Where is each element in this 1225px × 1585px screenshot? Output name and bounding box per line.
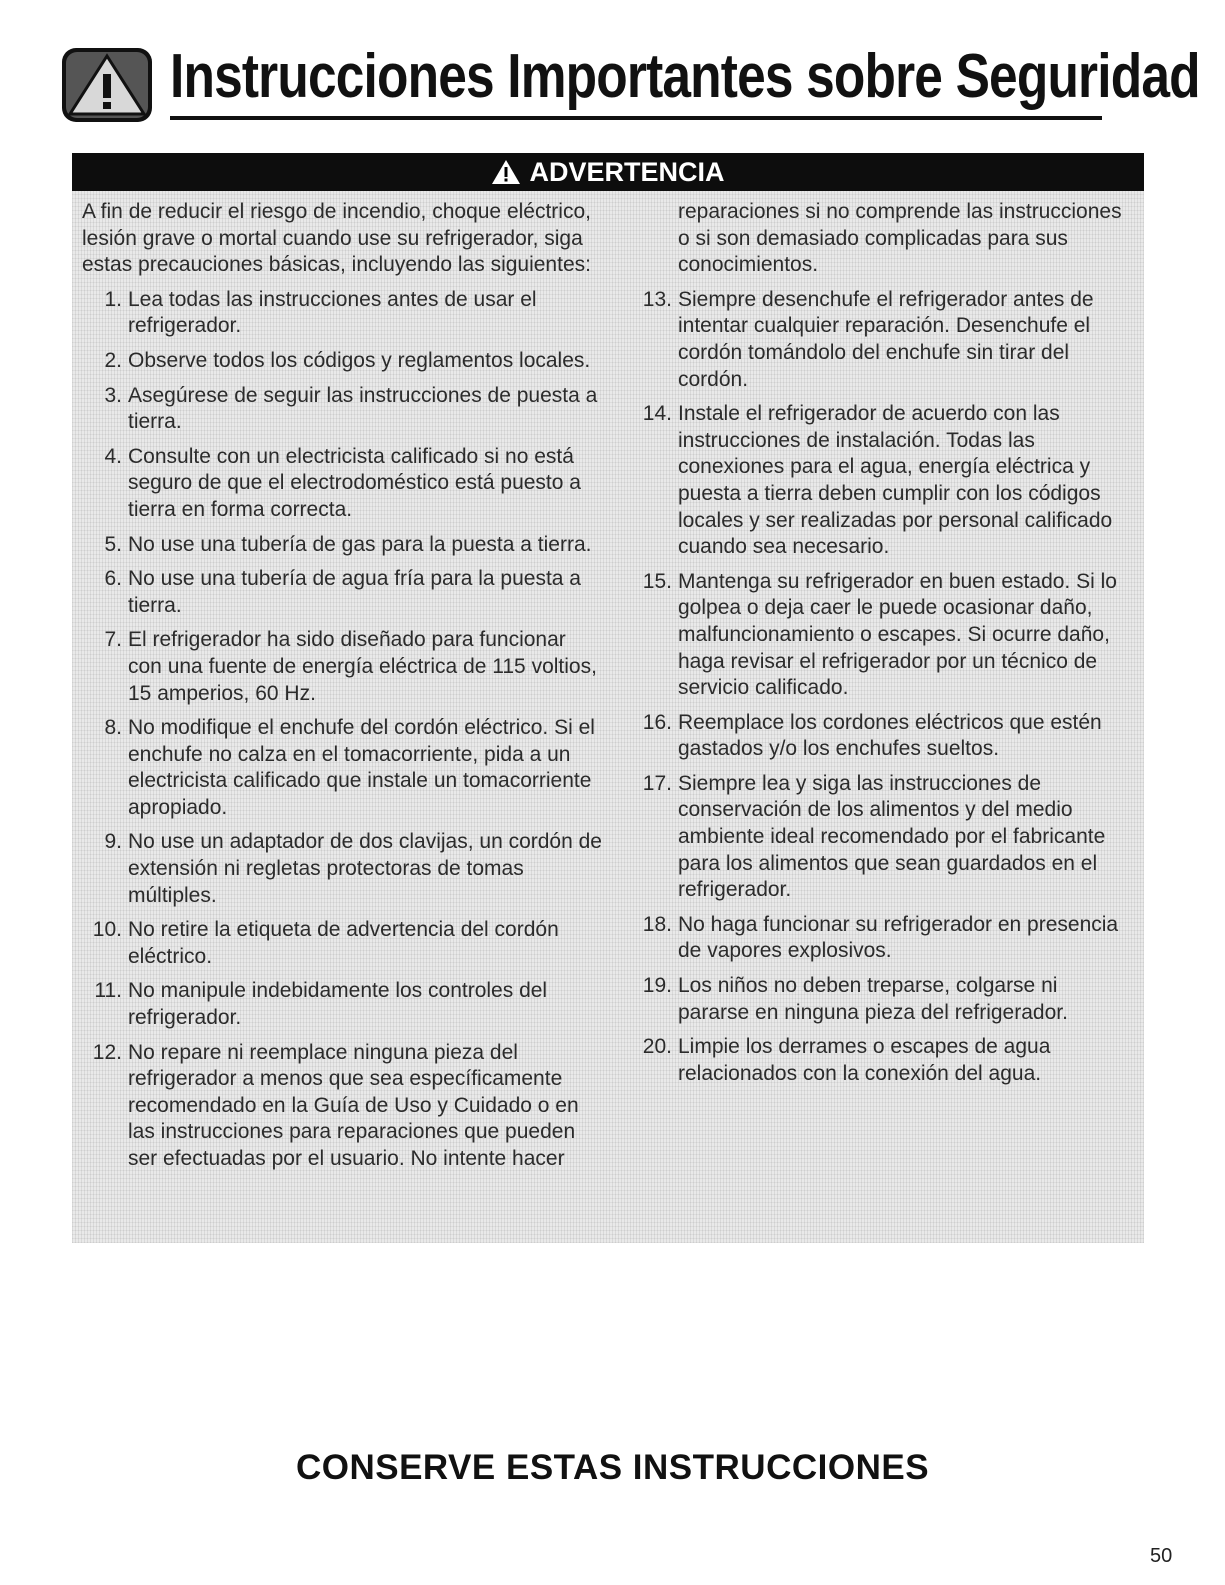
item-text: Lea todas las instrucciones antes de usar el refrigerador.: [128, 287, 537, 338]
list-item: [632, 1034, 1132, 1087]
item-number: 15.: [642, 569, 672, 593]
left-column: [82, 199, 602, 1181]
item-number: 5.: [104, 532, 122, 556]
item-number: 12.: [92, 1040, 122, 1064]
list-item: [82, 627, 602, 707]
list-item: [82, 829, 602, 909]
item-text: No retire la etiqueta de advertencia del cordón eléctrico.: [128, 918, 559, 968]
item-text: Mantenga su refrigerador en buen estado. Si lo golpea o deja caer le puede ocasionar daño, malfuncionamiento o escapes. Si ocurre daño, haga revisar el refrigerador por un técnico de servicio calificado.: [678, 569, 1117, 700]
page-title: Instrucciones Importantes sobre Seguridad: [170, 42, 1200, 111]
page-header: [62, 40, 1200, 130]
item-number: 3.: [104, 383, 122, 407]
item-text: No repare ni reemplace ninguna pieza del refrigerador a menos que sea específicamente recomendado en la Guía de Uso y Cuidado o en las instrucciones para reparaciones que pueden ser efectuadas por el usuario. No intente hacer: [128, 1040, 579, 1170]
footer-title: CONSERVE ESTAS INSTRUCCIONES: [295, 1448, 930, 1487]
item-number: 14.: [642, 402, 672, 426]
item-number: 17.: [642, 771, 672, 795]
item-number: 1.: [104, 287, 122, 311]
warning-body: [72, 191, 1144, 1243]
warning-banner: [72, 153, 1144, 191]
list-item: [82, 917, 602, 970]
item-number: 4.: [104, 444, 122, 468]
warning-triangle-icon: [491, 159, 521, 185]
item-text: Observe todos los códigos y reglamentos locales.: [128, 348, 591, 372]
item-text: No modifique el enchufe del cordón eléctrico. Si el enchufe no calza en el tomacorriente, pida a un electricista calificado que instale un tomacorriente apropiado.: [128, 716, 595, 819]
item-number: 19.: [642, 974, 672, 998]
list-item: [632, 973, 1132, 1026]
list-item: [82, 383, 602, 436]
right-column: [632, 199, 1132, 1095]
item-text: Los niños no deben treparse, colgarse ni pararse en ninguna pieza del refrigerador.: [678, 974, 1068, 1024]
item-text: No use una tubería de gas para la puesta a tierra.: [128, 532, 592, 556]
item-number: 13.: [642, 287, 672, 311]
list-item: [632, 771, 1132, 904]
list-item: [82, 287, 602, 340]
item-12-continuation: reparaciones si no comprende las instrucciones o si son demasiado complicadas para sus conocimientos.: [678, 200, 1122, 277]
item-text: Siempre lea y siga las instrucciones de conservación de los alimentos y del medio ambiente ideal recomendado por el fabricante para los alimentos que sean guardados en el refrigerador.: [678, 771, 1106, 902]
item-text: No use un adaptador de dos clavijas, un cordón de extensión ni regletas protectoras de tomas múltiples.: [128, 830, 602, 907]
warning-panel: [72, 153, 1144, 1243]
item-number: 20.: [642, 1035, 672, 1059]
list-item: [82, 978, 602, 1031]
list-item: [632, 710, 1132, 763]
item-number: 9.: [104, 830, 122, 854]
item-number: 2.: [104, 348, 122, 372]
list-item: [82, 532, 602, 559]
item-number: 11.: [94, 979, 122, 1003]
title-underline: [170, 116, 1102, 120]
list-item: [82, 444, 602, 524]
item-number: 10.: [92, 918, 122, 942]
list-item: [82, 348, 602, 375]
item-text: El refrigerador ha sido diseñado para funcionar con una fuente de energía eléctrica de 115 voltios, 15 amperios, 60 Hz.: [128, 628, 597, 705]
item-text: No haga funcionar su refrigerador en presencia de vapores explosivos.: [678, 912, 1119, 963]
list-item: [632, 569, 1132, 702]
item-text: No manipule indebidamente los controles del refrigerador.: [128, 979, 548, 1030]
item-number: 8.: [104, 716, 122, 740]
list-item: [632, 287, 1132, 393]
item-number: 16.: [642, 710, 672, 734]
item-text: Reemplace los cordones eléctricos que estén gastados y/o los enchufes sueltos.: [678, 710, 1102, 761]
list-item: [632, 401, 1132, 561]
list-item: [82, 566, 602, 619]
item-text: No use una tubería de agua fría para la puesta a tierra.: [128, 567, 581, 617]
item-number: 18.: [642, 912, 672, 936]
item-text: Asegúrese de seguir las instrucciones de puesta a tierra.: [128, 383, 598, 434]
item-text: Limpie los derrames o escapes de agua relacionados con la conexión del agua.: [678, 1035, 1051, 1085]
item-text: Instale el refrigerador de acuerdo con las instrucciones de instalación. Todas las conexiones para el agua, energía eléctrica y puesta a tierra deben cumplir con los códigos locales y ser realizadas por personal calificado cuando sea necesario.: [678, 402, 1113, 559]
page-number: 50: [1150, 1545, 1173, 1567]
warning-triangle-icon: [62, 48, 152, 122]
item-text: Consulte con un electricista calificado si no está seguro de que el electrodoméstico está puesto a tierra en forma correcta.: [128, 444, 581, 521]
item-number: 6.: [104, 567, 122, 591]
list-item: [82, 715, 602, 821]
intro-text: A fin de reducir el riesgo de incendio, choque eléctrico, lesión grave o mortal cuando use su refrigerador, siga estas precauciones básicas, incluyendo las siguientes:: [82, 200, 591, 277]
list-item: [82, 1040, 602, 1173]
banner-label: ADVERTENCIA: [529, 156, 725, 187]
item-number: 7.: [104, 628, 122, 652]
item-text: Siempre desenchufe el refrigerador antes de intentar cualquier reparación. Desenchufe el cordón tomándolo del enchufe sin tirar del cordón.: [678, 287, 1094, 391]
list-item: [632, 912, 1132, 965]
